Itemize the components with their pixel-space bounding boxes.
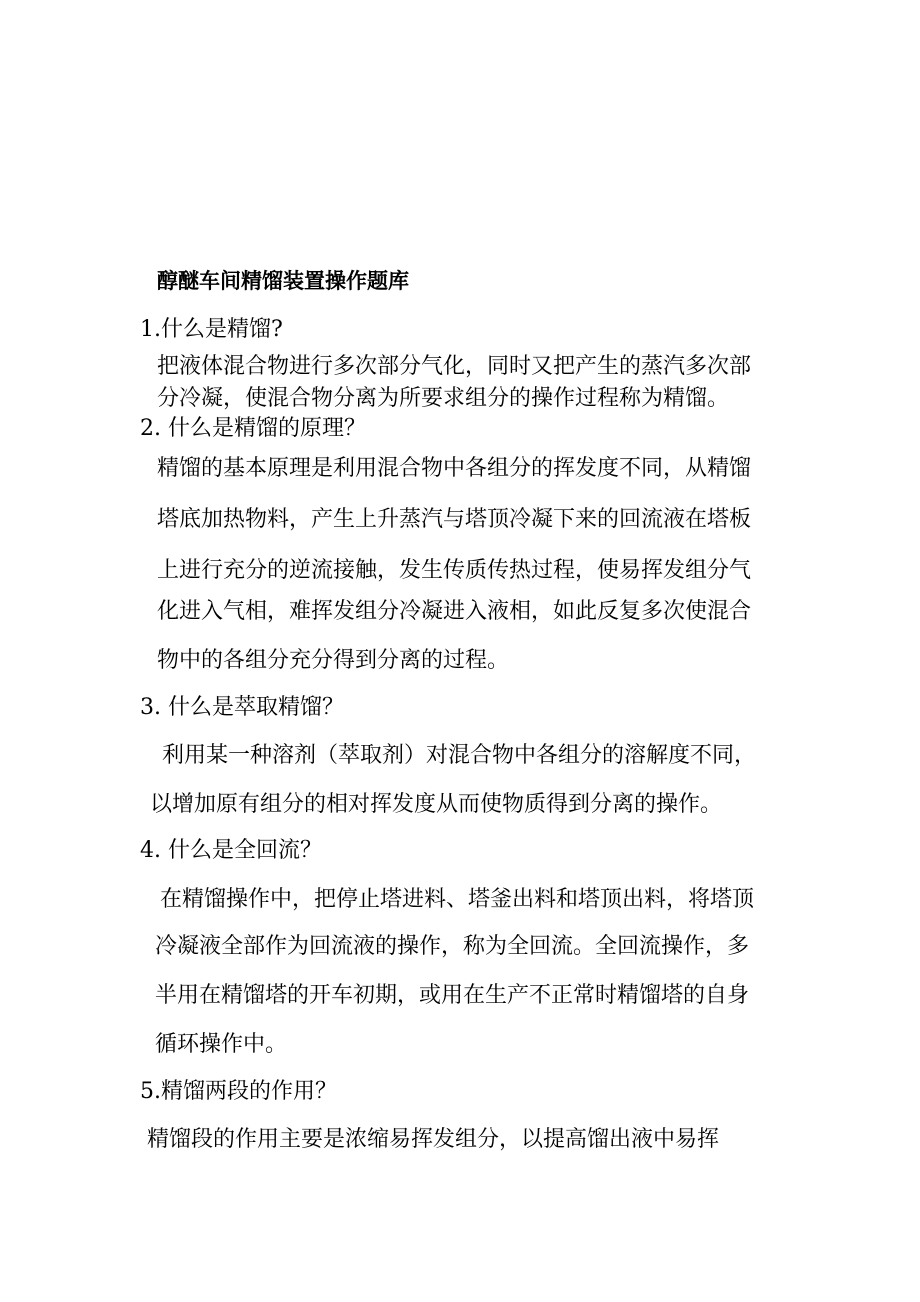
answer-2-line: 上进行充分的逆流接触，发生传质传热过程，使易挥发组分气 — [157, 558, 752, 583]
answer-5-line: 精馏段的作用主要是浓缩易挥发组分，以提高馏出液中易挥 — [147, 1127, 720, 1152]
answer-2-line: 化进入气相，难挥发组分冷凝进入液相，如此反复多次使混合 — [157, 599, 752, 624]
answer-1-line: 分冷凝，使混合物分离为所要求组分的操作过程称为精馏。 — [157, 386, 730, 411]
question-5-heading: 5.精馏两段的作用？ — [140, 1079, 337, 1104]
answer-4-line: 循环操作中。 — [155, 1032, 288, 1057]
answer-3-line: 利用某一种溶剂（萃取剂）对混合物中各组分的溶解度不同， — [162, 743, 757, 768]
answer-3-line: 以增加原有组分的相对挥发度从而使物质得到分离的操作。 — [150, 792, 723, 817]
answer-2-line: 塔底加热物料，产生上升蒸汽与塔顶冷凝下来的回流液在塔板 — [157, 507, 752, 532]
question-3-heading: 3. 什么是萃取精馏？ — [140, 695, 344, 720]
question-1-heading: 1.什么是精馏? — [140, 317, 283, 342]
answer-1-line: 把液体混合物进行多次部分气化，同时又把产生的蒸汽多次部 — [157, 354, 752, 379]
document-title: 醇醚车间精馏装置操作题库 — [157, 269, 409, 293]
answer-4-line: 冷凝液全部作为回流液的操作，称为全回流。全回流操作，多 — [155, 934, 750, 959]
answer-4-line: 在精馏操作中，把停止塔进料、塔釜出料和塔顶出料，将塔顶 — [160, 887, 755, 912]
answer-2-line: 精馏的基本原理是利用混合物中各组分的挥发度不同，从精馏 — [157, 456, 752, 481]
question-2-heading: 2. 什么是精馏的原理？ — [140, 416, 366, 441]
answer-2-line: 物中的各组分充分得到分离的过程。 — [157, 648, 510, 673]
answer-4-line: 半用在精馏塔的开车初期，或用在生产不正常时精馏塔的自身 — [155, 983, 750, 1008]
question-4-heading: 4. 什么是全回流？ — [140, 838, 322, 863]
